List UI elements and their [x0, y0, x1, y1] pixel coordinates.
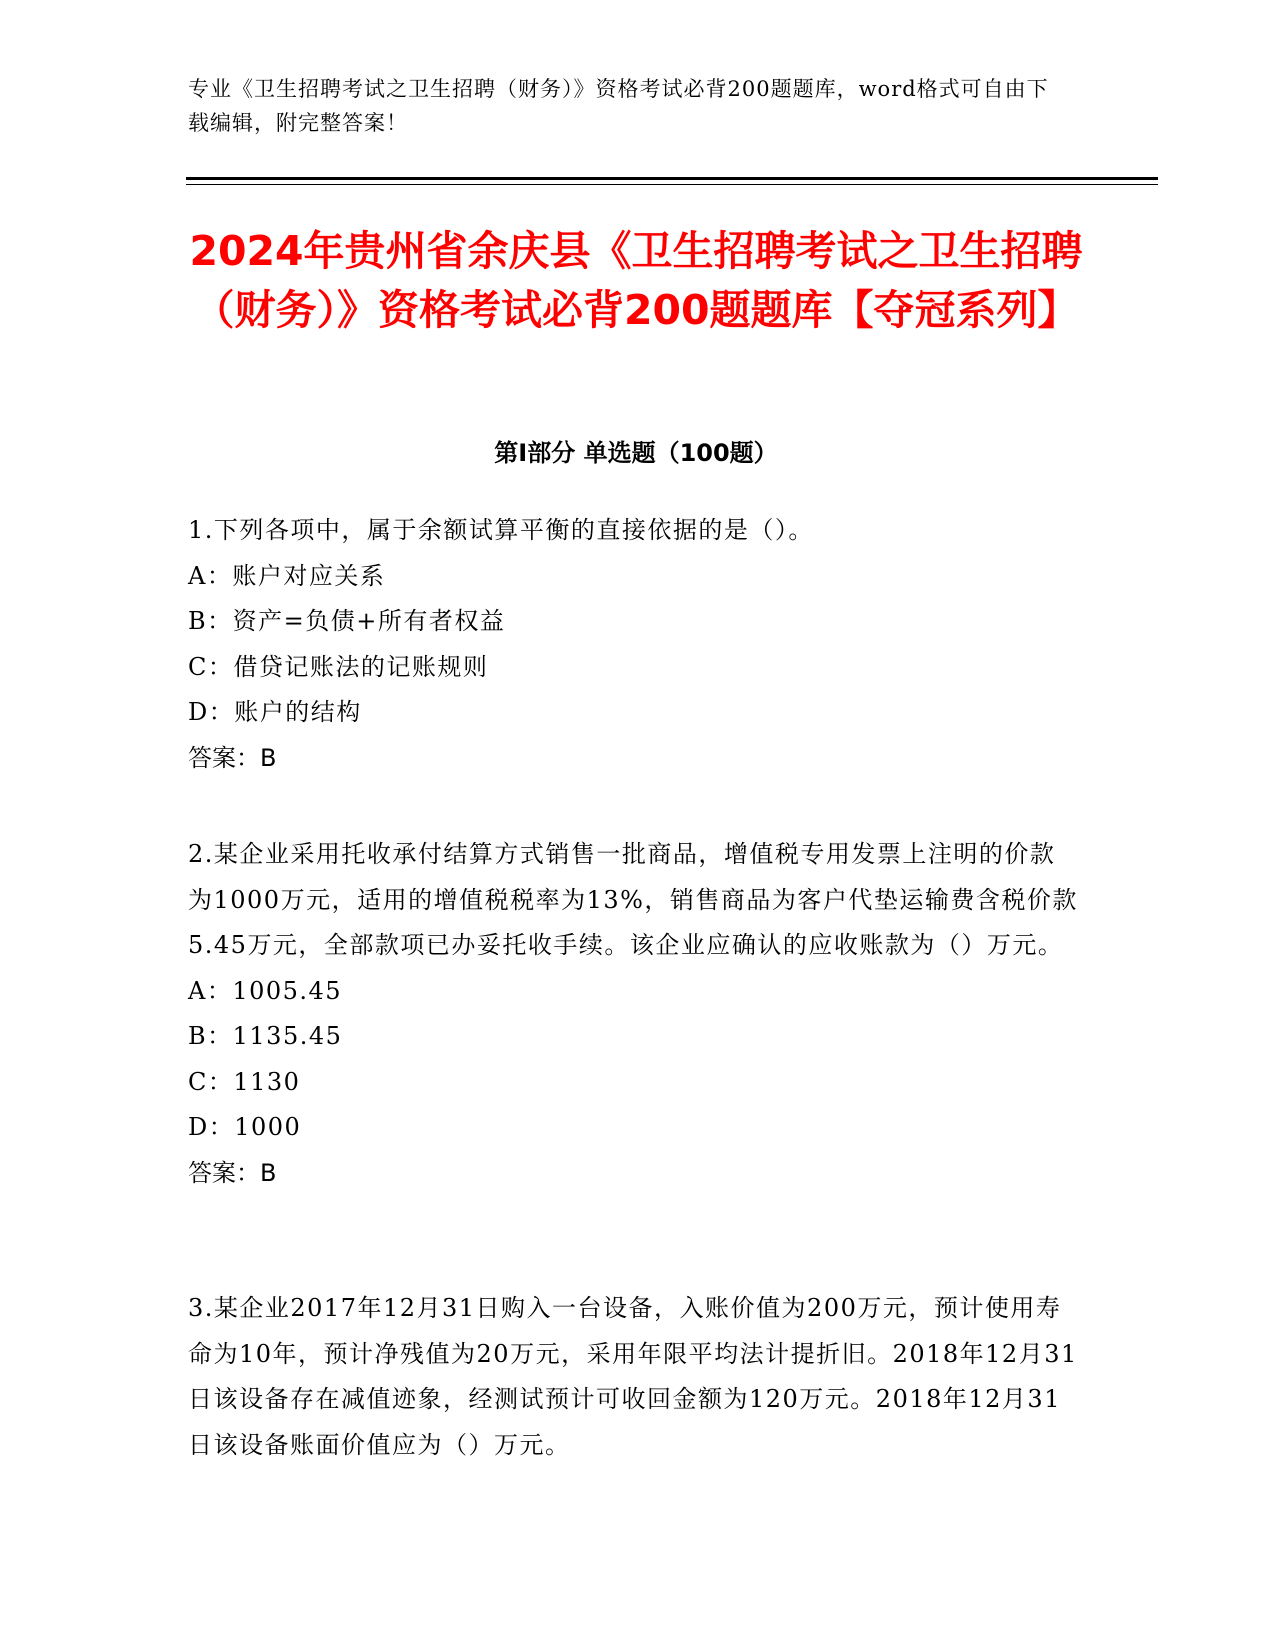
option-c: C：借贷记账法的记账规则 [188, 652, 489, 681]
option-a: A：1005.45 [188, 976, 343, 1005]
option-b: B：资产=负债+所有者权益 [188, 607, 506, 635]
question-stem: 3.某企业2017年12月31日购入一台设备，入账价值为200万元，预计使用寿命为10年，预计净残值为20万元，采用年限平均法计提折旧。2018年12月31日该设备存在减值迹象，经测试预计可收回金额为120万元。2018年12月31日该设备账面价值应为（）万元。 [188, 1294, 1078, 1459]
question-3 [188, 1286, 1078, 1468]
header-divider-thick [186, 177, 1158, 180]
question-stem: 2.某企业采用托收承付结算方式销售一批商品，增值税专用发票上注明的价款为1000万元，适用的增值税税率为13%，销售商品为客户代垫运输费含税价款5.45万元，全部款项已办妥托收手续。该企业应确认的应收账款为（）万元。 [188, 840, 1078, 959]
section-title: 第I部分 单选题（100题） [494, 439, 778, 467]
question-stem: 1.下列各项中，属于余额试算平衡的直接依据的是（）。 [188, 516, 814, 544]
header-divider-thin [186, 184, 1158, 185]
option-a: A：账户对应关系 [188, 561, 386, 590]
option-d: D：账户的结构 [188, 698, 362, 726]
answer: 答案：B [188, 1158, 277, 1187]
question-1 [188, 508, 1078, 781]
answer: 答案：B [188, 743, 277, 772]
question-2 [188, 832, 1078, 1196]
option-b: B：1135.45 [188, 1022, 343, 1050]
header-note: 专业《卫生招聘考试之卫生招聘（财务）》资格考试必背200题题库，word格式可自由下载编辑，附完整答案！ [188, 77, 1049, 135]
option-d: D：1000 [188, 1113, 302, 1141]
option-c: C：1130 [188, 1067, 301, 1096]
document-title: 2024年贵州省余庆县《卫生招聘考试之卫生招聘（财务）》资格考试必背200题题库【夺冠系列】 [189, 227, 1083, 334]
